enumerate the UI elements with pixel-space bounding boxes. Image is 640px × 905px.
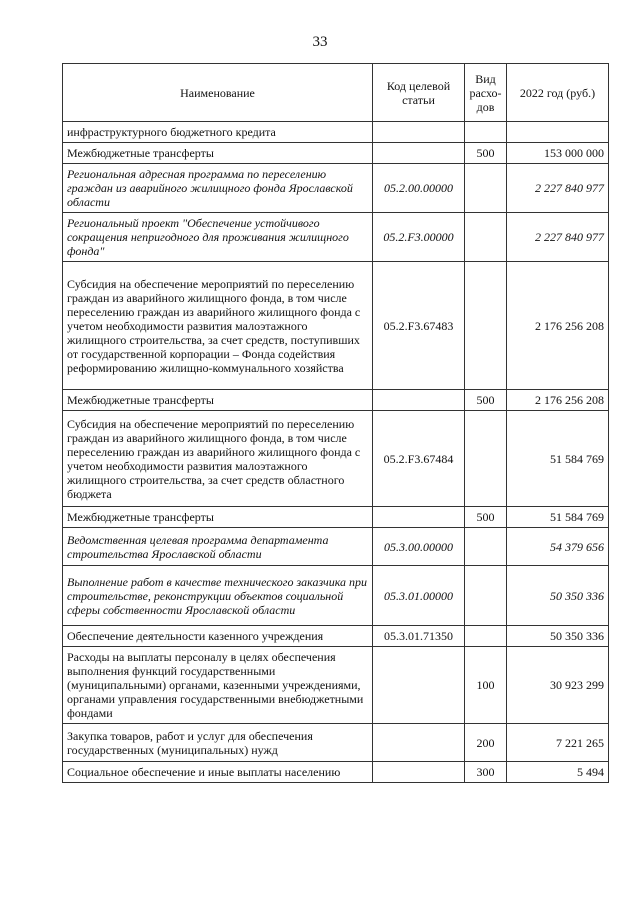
cell-name: Субсидия на обеспечение мероприятий по переселению граждан из аварийного жилищного фонда, в том числе переселению граждан из аварийного жилищного фонда с учетом необходимости развития малоэтажного жилищного строительства, за счет средств, поступивших от государственной корпорации – Фонда содействия реформированию жилищно-коммунального хозяйства: [63, 262, 373, 390]
cell-amount: 50 350 336: [507, 566, 609, 626]
table-row: [63, 566, 609, 626]
budget-table: [62, 63, 609, 783]
table-row: [63, 262, 609, 390]
cell-type: 500: [465, 390, 507, 411]
cell-type: 500: [465, 143, 507, 164]
cell-code: [373, 647, 465, 724]
cell-code: 05.2.00.00000: [373, 164, 465, 213]
cell-name: Расходы на выплаты персоналу в целях обеспечения выполнения функций государственными (муниципальными) органами, казенными учреждениями, органами управления государственными внебюджетными фондами: [63, 647, 373, 724]
cell-name: Ведомственная целевая программа департамента строительства Ярославской области: [63, 528, 373, 566]
cell-code: 05.2.F3.00000: [373, 213, 465, 262]
cell-amount: 51 584 769: [507, 507, 609, 528]
cell-amount: 153 000 000: [507, 143, 609, 164]
table-row: [63, 647, 609, 724]
cell-code: [373, 762, 465, 783]
cell-code: [373, 390, 465, 411]
table-row: [63, 528, 609, 566]
cell-type: [465, 164, 507, 213]
table-row: [63, 762, 609, 783]
cell-code: 05.2.F3.67483: [373, 262, 465, 390]
cell-type: [465, 213, 507, 262]
cell-amount: 7 221 265: [507, 724, 609, 762]
cell-amount: 30 923 299: [507, 647, 609, 724]
table-row: [63, 213, 609, 262]
cell-name: инфраструктурного бюджетного кредита: [63, 122, 373, 143]
cell-type: 200: [465, 724, 507, 762]
table-row: [63, 390, 609, 411]
cell-name: Региональный проект "Обеспечение устойчивого сокращения непригодного для проживания жилищного фонда": [63, 213, 373, 262]
table-row: [63, 724, 609, 762]
cell-code: [373, 507, 465, 528]
cell-name: Выполнение работ в качестве технического заказчика при строительстве, реконструкции объектов социальной сферы собственности Ярославской области: [63, 566, 373, 626]
cell-type: [465, 411, 507, 507]
cell-name: Региональная адресная программа по переселению граждан из аварийного жилищного фонда Ярославской области: [63, 164, 373, 213]
cell-type: [465, 626, 507, 647]
table-row: [63, 626, 609, 647]
cell-amount: 51 584 769: [507, 411, 609, 507]
cell-type: 100: [465, 647, 507, 724]
table-header-row: [63, 64, 609, 122]
cell-code: [373, 724, 465, 762]
header-name: Наименование: [63, 64, 373, 122]
cell-name: Субсидия на обеспечение мероприятий по переселению граждан из аварийного жилищного фонда, в том числе переселению граждан из аварийного жилищного фонда с учетом необходимости развития малоэтажного жилищного строительства, за счет средств областного бюджета: [63, 411, 373, 507]
cell-code: [373, 143, 465, 164]
cell-type: 300: [465, 762, 507, 783]
cell-type: [465, 262, 507, 390]
cell-type: 500: [465, 507, 507, 528]
page-number: 33: [312, 34, 328, 50]
cell-code: 05.3.00.00000: [373, 528, 465, 566]
table-row: [63, 411, 609, 507]
cell-code: 05.2.F3.67484: [373, 411, 465, 507]
header-amount: 2022 год (руб.): [507, 64, 609, 122]
cell-code: [373, 122, 465, 143]
cell-amount: 2 176 256 208: [507, 390, 609, 411]
cell-name: Межбюджетные трансферты: [63, 390, 373, 411]
cell-name: Межбюджетные трансферты: [63, 507, 373, 528]
cell-code: 05.3.01.71350: [373, 626, 465, 647]
cell-name: Обеспечение деятельности казенного учреждения: [63, 626, 373, 647]
cell-name: Социальное обеспечение и иные выплаты населению: [63, 762, 373, 783]
cell-type: [465, 528, 507, 566]
header-type: Вид расхо-дов: [465, 64, 507, 122]
table-row: [63, 507, 609, 528]
cell-amount: 50 350 336: [507, 626, 609, 647]
cell-amount: 54 379 656: [507, 528, 609, 566]
cell-name: Закупка товаров, работ и услуг для обеспечения государственных (муниципальных) нужд: [63, 724, 373, 762]
header-code: Код целевой статьи: [373, 64, 465, 122]
cell-type: [465, 122, 507, 143]
table-row: [63, 122, 609, 143]
cell-amount: 2 227 840 977: [507, 213, 609, 262]
cell-name: Межбюджетные трансферты: [63, 143, 373, 164]
cell-amount: [507, 122, 609, 143]
cell-amount: 2 227 840 977: [507, 164, 609, 213]
cell-amount: 2 176 256 208: [507, 262, 609, 390]
cell-code: 05.3.01.00000: [373, 566, 465, 626]
cell-type: [465, 566, 507, 626]
table-row: [63, 164, 609, 213]
table-row: [63, 143, 609, 164]
cell-amount: 5 494: [507, 762, 609, 783]
table-body: [63, 122, 609, 783]
